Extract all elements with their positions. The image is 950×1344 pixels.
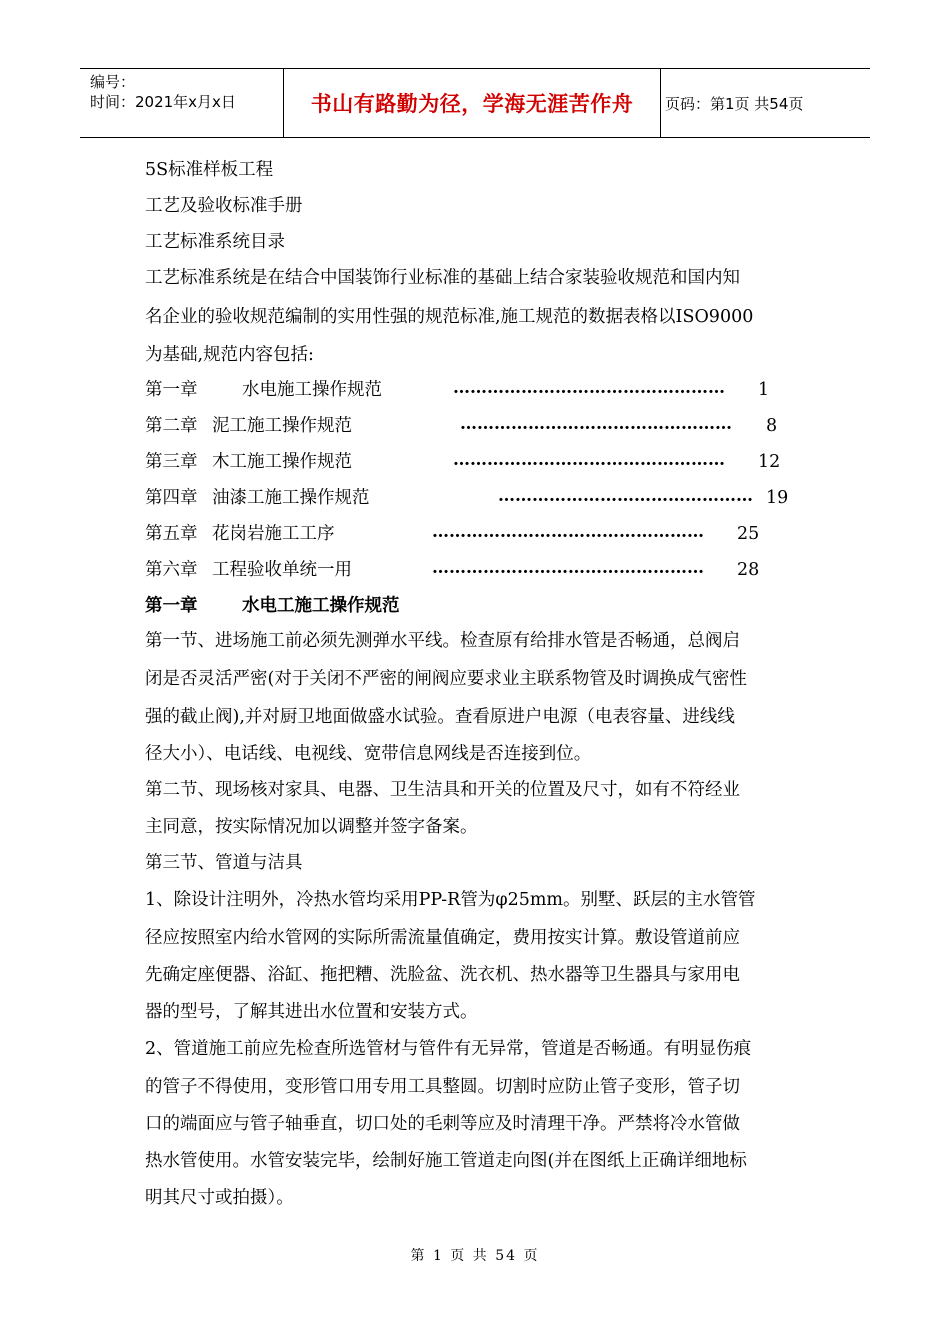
body-line: 2、管道施工前应先检查所选管材与管件有无异常，管道是否畅通。有明显伤痕	[145, 1039, 752, 1059]
body-line: 径应按照室内给水管网的实际所需流量值确定，费用按实计算。敷设管道前应	[145, 928, 740, 948]
intro-para-3: 为基础,规范内容包括:	[145, 345, 314, 365]
toc-page: 1	[758, 380, 770, 400]
toc-chapter: 第三章	[145, 452, 198, 472]
chapter-heading-number: 第一章	[145, 596, 198, 616]
body-line: 口的端面应与管子轴垂直，切口处的毛刺等应及时清理干净。严禁将冷水管做	[145, 1114, 740, 1134]
toc-chapter: 第二章	[145, 416, 198, 436]
toc-page: 28	[737, 560, 760, 580]
motto: 书山有路勤为径，学海无涯苦作舟	[283, 69, 661, 137]
header-left-cell	[80, 69, 283, 137]
toc-title: 油漆工施工操作规范	[212, 488, 370, 508]
header-table	[80, 68, 870, 138]
toc-title: 泥工施工操作规范	[212, 416, 352, 436]
toc-dots: …………………………………………	[453, 378, 725, 398]
number-label: 编号：	[90, 73, 136, 91]
body-line: 第三节、管道与洁具	[145, 853, 303, 873]
toc-page: 25	[737, 524, 760, 544]
chapter-heading-title: 水电工施工操作规范	[242, 596, 400, 616]
toc-dots: …………………………………………	[460, 414, 732, 434]
toc-chapter: 第五章	[145, 524, 198, 544]
body-line: 热水管使用。水管安装完毕，绘制好施工管道走向图(并在图纸上正确详细地标	[145, 1151, 747, 1171]
toc-dots: …………………………………………	[432, 522, 704, 542]
intro-line-1: 5S标准样板工程	[145, 160, 274, 180]
body-line: 的管子不得使用，变形管口用专用工具整圆。切割时应防止管子变形，管子切	[145, 1077, 740, 1097]
toc-dots: …………………………………………	[432, 558, 704, 578]
body-line: 闭是否灵活严密(对于关闭不严密的闸阀应要求业主联系物管及时调换成气密性	[145, 669, 747, 689]
body-line: 先确定座便器、浴缸、拖把糟、洗脸盆、洗衣机、热水器等卫生器具与家用电	[145, 965, 740, 985]
body-line: 第二节、现场核对家具、电器、卫生洁具和开关的位置及尺寸，如有不符经业	[145, 780, 740, 800]
page-footer: 第 1 页 共 54 页	[410, 1248, 540, 1264]
toc-title: 工程验收单统一用	[212, 560, 352, 580]
intro-line-3: 工艺标准系统目录	[145, 232, 285, 252]
body-line: 第一节、进场施工前必须先测弹水平线。检查原有给排水管是否畅通，总阀启	[145, 631, 740, 651]
page-info: 页码：第1页 共54页	[665, 94, 804, 113]
toc-dots: ………………………………………	[498, 486, 753, 506]
toc-title: 水电施工操作规范	[242, 380, 382, 400]
body-line: 1、除设计注明外，冷热水管均采用PP-R管为φ25mm。别墅、跃层的主水管管	[145, 890, 756, 910]
toc-title: 木工施工操作规范	[212, 452, 352, 472]
toc-page: 19	[766, 488, 789, 508]
date-label: 时间：2021年x月x日	[90, 93, 236, 111]
toc-dots: …………………………………………	[453, 450, 725, 470]
toc-chapter: 第四章	[145, 488, 198, 508]
toc-title: 花岗岩施工工序	[212, 524, 335, 544]
toc-page: 8	[766, 416, 778, 436]
body-line: 器的型号，了解其进出水位置和安装方式。	[145, 1002, 478, 1022]
toc-page: 12	[758, 452, 781, 472]
toc-chapter: 第一章	[145, 380, 198, 400]
intro-para-2: 名企业的验收规范编制的实用性强的规范标准,施工规范的数据表格以ISO9000	[145, 307, 754, 327]
body-line: 明其尺寸或拍摄）。	[145, 1188, 294, 1208]
intro-para-1: 工艺标准系统是在结合中国装饰行业标准的基础上结合家装验收规范和国内知	[145, 268, 740, 288]
intro-line-2: 工艺及验收标准手册	[145, 196, 303, 216]
body-line: 强的截止阀),并对厨卫地面做盛水试验。查看原进户电源（电表容量、进线线	[145, 707, 735, 727]
body-line: 主同意，按实际情况加以调整并签字备案。	[145, 817, 478, 837]
body-line: 径大小）、电话线、电视线、宽带信息网线是否连接到位。	[145, 744, 592, 764]
toc-chapter: 第六章	[145, 560, 198, 580]
